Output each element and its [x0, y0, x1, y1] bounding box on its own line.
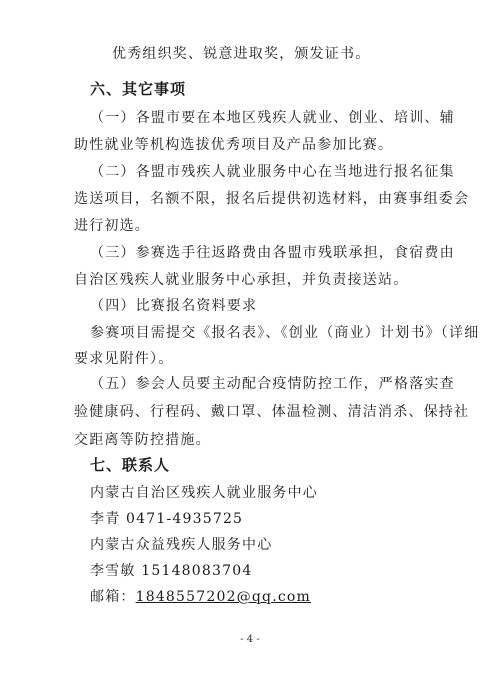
contact-person-1: 李青 0471-4935725 [90, 511, 244, 527]
email-line [90, 587, 311, 607]
item-5-line-3: 交距离等防控措施。 [74, 432, 211, 448]
item-4-heading: （四）比赛报名资料要求 [90, 298, 258, 314]
item-4-line-1: 参赛项目需提交《报名表》、《创业（商业）计划书》（详细 [90, 325, 480, 341]
item-4-line-2: 要求见附件）。 [74, 351, 174, 367]
item-2-line-2: 选送项目，名额不限，报名后提供初选材料，由赛事组委会 [74, 191, 470, 207]
email-label: 邮箱： [90, 589, 136, 605]
item-1-line-2: 助性就业等机构选拔优秀项目及产品参加比赛。 [74, 137, 394, 153]
contact-person-2: 李雪敏 15148083704 [90, 563, 253, 579]
item-2-line-3: 进行初选。 [74, 218, 150, 234]
award-line: 优秀组织奖、锐意进取奖，颁发证书。 [112, 46, 371, 62]
email-link[interactable]: 1848557202@qq.com [135, 589, 312, 605]
item-2-line-1: （二）各盟市残疾人就业服务中心在当地进行报名征集 [90, 164, 455, 180]
section-7-heading: 七、联系人 [90, 456, 171, 474]
contact-org-2: 内蒙古众益残疾人服务中心 [90, 537, 273, 553]
item-5-line-1: （五）参会人员要主动配合疫情防控工作，严格落实查 [90, 376, 455, 392]
item-1-line-1: （一）各盟市要在本地区残疾人就业、创业、培训、辅 [90, 110, 455, 126]
section-6-heading: 六、其它事项 [90, 80, 187, 98]
item-3-line-2: 自治区残疾人就业服务中心承担，并负责接送站。 [74, 272, 409, 288]
contact-org-1: 内蒙古自治区残疾人就业服务中心 [90, 485, 318, 501]
item-5-line-2: 验健康码、行程码、戴口罩、体温检测、清洁消杀、保持社 [74, 404, 470, 420]
page-number: - 4 - [240, 634, 260, 645]
item-3-line-1: （三）参赛选手往返路费由各盟市残联承担，食宿费由 [90, 245, 455, 261]
